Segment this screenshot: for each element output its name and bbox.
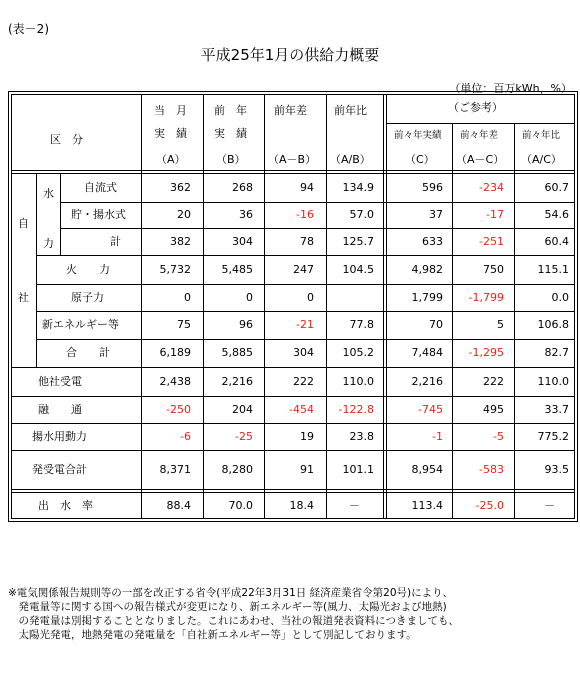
cell-diff-c: -1,799: [468, 291, 504, 304]
cell-diff-c: -251: [479, 235, 504, 248]
cell-ratio-c: 110.0: [537, 375, 569, 388]
prev2-actual-header-2: （C）: [405, 153, 435, 166]
cell-diff-c: 495: [483, 403, 504, 416]
cell-diff: -21: [296, 318, 314, 331]
cell-ratio: 105.2: [342, 346, 374, 359]
cell-b: 8,280: [221, 463, 253, 476]
cell-b: 204: [232, 403, 253, 416]
cell-a: -6: [180, 430, 191, 443]
cell-a: 6,189: [159, 346, 191, 359]
cell-ratio: －: [349, 499, 360, 512]
prev2-ratio-header-1: 前々年比: [522, 130, 561, 141]
table-label: (表－2): [8, 22, 49, 36]
footnote-line: の発電量は別掲することとなりました。これにあわせ、当社の報道発表資料につきましても、: [8, 615, 459, 627]
cell-b: 36: [239, 208, 253, 221]
row-label: 合 計: [66, 346, 110, 359]
cell-a: 20: [177, 208, 191, 221]
cell-ratio-c: 106.8: [537, 318, 569, 331]
cell-a: -250: [166, 403, 191, 416]
cell-c: 633: [422, 235, 443, 248]
cell-diff: 222: [293, 375, 314, 388]
row-label: 火 力: [66, 263, 110, 276]
cell-c: 70: [429, 318, 443, 331]
cell-c: 4,982: [411, 263, 443, 276]
current-header-3: （A）: [156, 153, 186, 166]
prev2-actual-header-1: 前々年実績: [394, 130, 442, 141]
prev2-diff-header-2: （A－C）: [456, 153, 505, 166]
hydro-group-label-2: 力: [43, 237, 54, 250]
cell-b: -25: [235, 430, 253, 443]
cell-b: 5,485: [221, 263, 253, 276]
cell-diff-c: -5: [493, 430, 504, 443]
prev2-ratio-header-2: （A/C）: [521, 153, 562, 166]
footnote: [8, 586, 574, 642]
cell-b: 70.0: [228, 499, 253, 512]
own-group-label-1: 自: [18, 217, 29, 230]
cell-c: 37: [429, 208, 443, 221]
cell-diff: -16: [296, 208, 314, 221]
cell-ratio: 134.9: [342, 181, 374, 194]
diff-header-1: 前年差: [274, 104, 307, 117]
prev2-diff-header-1: 前々年差: [460, 130, 499, 141]
unit-note: （単位：百万kWh，%）: [449, 82, 572, 95]
footnote-line: ※電気関係報告規則等の一部を改正する省令(平成22年3月31日 経済産業省令第20号)により、: [8, 587, 454, 599]
current-header-1: 当 月: [154, 104, 187, 117]
cell-b: 0: [246, 291, 253, 304]
cell-ratio-c: 93.5: [544, 463, 569, 476]
cell-b: 2,216: [221, 375, 253, 388]
cell-b: 268: [232, 181, 253, 194]
own-group-label-2: 社: [18, 291, 29, 304]
row-label: 自流式: [84, 181, 117, 194]
cell-a: 382: [170, 235, 191, 248]
cell-ratio: -122.8: [338, 403, 374, 416]
reference-header: （ご参考）: [448, 101, 503, 114]
cell-c: 2,216: [411, 375, 443, 388]
cell-a: 8,371: [159, 463, 191, 476]
cell-diff-c: -1,295: [468, 346, 504, 359]
footnote-line: 太陽光発電，地熱発電の発電量を「自社新エネルギー等」として別記しております。: [8, 629, 417, 641]
cell-a: 75: [177, 318, 191, 331]
cell-diff: -454: [289, 403, 314, 416]
cell-c: -1: [432, 430, 443, 443]
current-header-2: 実 績: [154, 127, 187, 140]
row-label: 発受電合計: [32, 463, 87, 476]
cell-diff: 18.4: [289, 499, 314, 512]
cell-diff-c: 222: [483, 375, 504, 388]
cell-ratio-c: 0.0: [551, 291, 569, 304]
cell-diff-c: 750: [483, 263, 504, 276]
cell-a: 5,732: [159, 263, 191, 276]
footnote-line: 発電量等に関する国への報告様式が変更になり、新エネルギー等(風力、太陽光および地熱): [8, 601, 447, 613]
cell-diff-c: -583: [479, 463, 504, 476]
cell-a: 2,438: [159, 375, 191, 388]
supply-capacity-table: [8, 91, 578, 522]
ratio-header-2: （A/B）: [330, 153, 371, 166]
cell-a: 362: [170, 181, 191, 194]
cell-ratio: 104.5: [342, 263, 374, 276]
cell-diff: 19: [300, 430, 314, 443]
cell-ratio: 77.8: [349, 318, 374, 331]
cell-ratio-c: 115.1: [537, 263, 569, 276]
ratio-header-1: 前年比: [334, 104, 367, 117]
cell-diff: 78: [300, 235, 314, 248]
cell-c: 8,954: [411, 463, 443, 476]
cell-ratio-c: 60.7: [544, 181, 569, 194]
diff-header-2: （A－B）: [268, 153, 317, 166]
cell-ratio-c: 60.4: [544, 235, 569, 248]
cell-c: -745: [418, 403, 443, 416]
prev-year-header-3: （B）: [216, 153, 246, 166]
row-label: 計: [110, 235, 121, 248]
cell-ratio: 125.7: [342, 235, 374, 248]
cell-b: 304: [232, 235, 253, 248]
cell-ratio: 101.1: [342, 463, 374, 476]
cell-c: 113.4: [411, 499, 443, 512]
prev-year-header-1: 前 年: [214, 104, 247, 117]
row-label: 貯・揚水式: [71, 208, 126, 221]
cell-diff: 247: [293, 263, 314, 276]
page-title: 平成25年1月の供給力概要: [200, 46, 380, 64]
cell-c: 7,484: [411, 346, 443, 359]
cell-ratio: 23.8: [349, 430, 374, 443]
row-label: 原子力: [71, 291, 104, 304]
prev-year-header-2: 実 績: [214, 127, 247, 140]
cell-ratio-c: 775.2: [537, 430, 569, 443]
row-label: 他社受電: [38, 375, 82, 388]
cell-ratio-c: 82.7: [544, 346, 569, 359]
cell-diff-c: 5: [497, 318, 504, 331]
cell-diff-c: -25.0: [475, 499, 504, 512]
cell-c: 596: [422, 181, 443, 194]
row-label: 新エネルギー等: [42, 318, 119, 331]
row-label: 融 通: [38, 403, 82, 416]
category-header: 区 分: [50, 133, 83, 146]
cell-ratio: 110.0: [342, 375, 374, 388]
cell-a: 88.4: [166, 499, 191, 512]
cell-ratio-c: －: [544, 499, 555, 512]
row-label: 揚水用動力: [32, 430, 87, 443]
cell-diff: 0: [307, 291, 314, 304]
cell-c: 1,799: [411, 291, 443, 304]
cell-b: 5,885: [221, 346, 253, 359]
row-label: 出 水 率: [38, 499, 93, 512]
cell-diff-c: -17: [486, 208, 504, 221]
cell-b: 96: [239, 318, 253, 331]
cell-diff: 91: [300, 463, 314, 476]
cell-diff: 94: [300, 181, 314, 194]
cell-ratio: 57.0: [349, 208, 374, 221]
hydro-group-label-1: 水: [43, 187, 54, 200]
cell-diff-c: -234: [479, 181, 504, 194]
cell-diff: 304: [293, 346, 314, 359]
cell-ratio-c: 33.7: [544, 403, 569, 416]
cell-a: 0: [184, 291, 191, 304]
cell-ratio-c: 54.6: [544, 208, 569, 221]
